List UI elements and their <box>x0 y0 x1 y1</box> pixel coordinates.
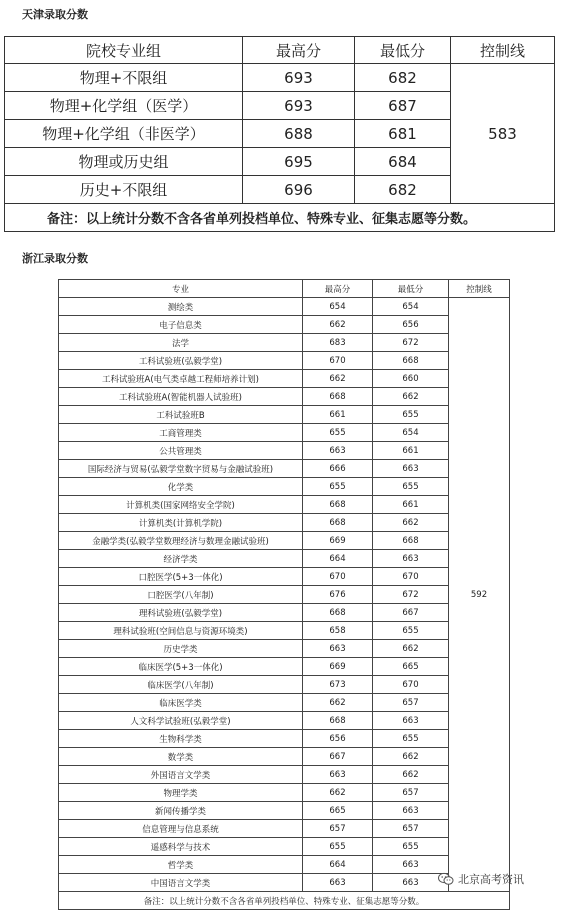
group-cell: 生物科学类 <box>59 730 303 748</box>
min-score-cell: 663 <box>373 874 449 892</box>
min-score-cell: 662 <box>373 640 449 658</box>
group-cell: 电子信息类 <box>59 316 303 334</box>
table-row <box>59 640 510 658</box>
min-score-cell: 657 <box>373 820 449 838</box>
min-score-cell: 655 <box>373 478 449 496</box>
min-score-cell: 657 <box>373 784 449 802</box>
group-cell: 工科试验班A(电气类卓越工程师培养计划) <box>59 370 303 388</box>
header-min: 最低分 <box>355 37 451 64</box>
table-row <box>59 694 510 712</box>
group-cell: 遥感科学与技术 <box>59 838 303 856</box>
min-score-cell: 655 <box>373 406 449 424</box>
table-row <box>59 766 510 784</box>
max-score-cell: 667 <box>303 748 373 766</box>
min-score-cell: 661 <box>373 442 449 460</box>
min-score-cell: 662 <box>373 748 449 766</box>
group-cell: 中国语言文学类 <box>59 874 303 892</box>
max-score-cell: 666 <box>303 460 373 478</box>
min-score-cell: 687 <box>355 92 451 120</box>
max-score-cell: 668 <box>303 388 373 406</box>
group-cell: 理科试验班(空间信息与资源环境类) <box>59 622 303 640</box>
table-row <box>59 424 510 442</box>
zhejiang-header-row <box>59 280 510 298</box>
table-row <box>59 478 510 496</box>
max-score-cell: 663 <box>303 442 373 460</box>
wechat-icon <box>438 872 454 886</box>
min-score-cell: 672 <box>373 586 449 604</box>
header-control: 控制线 <box>451 37 555 64</box>
zhejiang-table-body <box>59 298 510 910</box>
watermark-text: 北京高考资讯 <box>458 873 524 886</box>
table-row <box>59 604 510 622</box>
group-cell: 法学 <box>59 334 303 352</box>
group-cell: 哲学类 <box>59 856 303 874</box>
group-cell: 经济学类 <box>59 550 303 568</box>
group-cell: 理科试验班(弘毅学堂) <box>59 604 303 622</box>
group-cell: 物理+化学组（非医学） <box>5 120 243 148</box>
max-score-cell: 662 <box>303 316 373 334</box>
max-score-cell: 662 <box>303 784 373 802</box>
table-row <box>59 316 510 334</box>
max-score-cell: 668 <box>303 712 373 730</box>
table-row <box>59 442 510 460</box>
max-score-cell: 664 <box>303 550 373 568</box>
max-score-cell: 683 <box>303 334 373 352</box>
min-score-cell: 662 <box>373 514 449 532</box>
group-cell: 物理或历史组 <box>5 148 243 176</box>
header-control: 控制线 <box>449 280 510 298</box>
max-score-cell: 670 <box>303 352 373 370</box>
group-cell: 历史+不限组 <box>5 176 243 204</box>
table-row <box>59 802 510 820</box>
max-score-cell: 696 <box>243 176 355 204</box>
min-score-cell: 655 <box>373 622 449 640</box>
min-score-cell: 670 <box>373 676 449 694</box>
group-cell: 物理学类 <box>59 784 303 802</box>
table-row <box>59 784 510 802</box>
max-score-cell: 655 <box>303 838 373 856</box>
tianjin-score-table <box>4 36 555 232</box>
min-score-cell: 668 <box>373 532 449 550</box>
max-score-cell: 664 <box>303 856 373 874</box>
note-text: 备注：以上统计分数不含各省单列投档单位、特殊专业、征集志愿等分数。 <box>59 892 510 910</box>
max-score-cell: 669 <box>303 532 373 550</box>
table-row <box>59 298 510 316</box>
control-line-cell: 592 <box>449 298 510 892</box>
max-score-cell: 654 <box>303 298 373 316</box>
max-score-cell: 656 <box>303 730 373 748</box>
max-score-cell: 695 <box>243 148 355 176</box>
max-score-cell: 676 <box>303 586 373 604</box>
group-cell: 新闻传播学类 <box>59 802 303 820</box>
group-cell: 外国语言文学类 <box>59 766 303 784</box>
header-max: 最高分 <box>303 280 373 298</box>
zhejiang-section-title: 浙江录取分数 <box>22 252 88 265</box>
group-cell: 临床医学(5+3一体化) <box>59 658 303 676</box>
min-score-cell: 654 <box>373 424 449 442</box>
max-score-cell: 668 <box>303 514 373 532</box>
min-score-cell: 672 <box>373 334 449 352</box>
table-row <box>59 514 510 532</box>
group-cell: 计算机类(国家网络安全学院) <box>59 496 303 514</box>
group-cell: 工商管理类 <box>59 424 303 442</box>
table-row <box>59 838 510 856</box>
group-cell: 化学类 <box>59 478 303 496</box>
min-score-cell: 663 <box>373 712 449 730</box>
min-score-cell: 665 <box>373 658 449 676</box>
max-score-cell: 661 <box>303 406 373 424</box>
group-cell: 国际经济与贸易(弘毅学堂数字贸易与金融试验班) <box>59 460 303 478</box>
min-score-cell: 668 <box>373 352 449 370</box>
min-score-cell: 662 <box>373 766 449 784</box>
max-score-cell: 663 <box>303 766 373 784</box>
group-cell: 物理+化学组（医学） <box>5 92 243 120</box>
header-max: 最高分 <box>243 37 355 64</box>
max-score-cell: 663 <box>303 874 373 892</box>
table-row <box>59 568 510 586</box>
tianjin-section-title: 天津录取分数 <box>22 8 88 21</box>
note-text: 备注：以上统计分数不含各省单列投档单位、特殊专业、征集志愿等分数。 <box>5 204 555 232</box>
max-score-cell: 693 <box>243 92 355 120</box>
zhejiang-score-table <box>58 279 510 910</box>
tianjin-header-row <box>5 37 555 64</box>
group-cell: 临床医学(八年制) <box>59 676 303 694</box>
min-score-cell: 660 <box>373 370 449 388</box>
group-cell: 物理+不限组 <box>5 64 243 92</box>
max-score-cell: 669 <box>303 658 373 676</box>
table-row <box>59 532 510 550</box>
max-score-cell: 655 <box>303 478 373 496</box>
table-row <box>59 676 510 694</box>
min-score-cell: 655 <box>373 838 449 856</box>
watermark <box>438 871 524 887</box>
max-score-cell: 693 <box>243 64 355 92</box>
table-row <box>59 334 510 352</box>
min-score-cell: 682 <box>355 64 451 92</box>
min-score-cell: 656 <box>373 316 449 334</box>
group-cell: 历史学类 <box>59 640 303 658</box>
min-score-cell: 670 <box>373 568 449 586</box>
min-score-cell: 662 <box>373 388 449 406</box>
max-score-cell: 665 <box>303 802 373 820</box>
note-row <box>5 204 555 232</box>
group-cell: 人文科学试验班(弘毅学堂) <box>59 712 303 730</box>
group-cell: 工科试验班(弘毅学堂) <box>59 352 303 370</box>
min-score-cell: 654 <box>373 298 449 316</box>
table-row <box>59 622 510 640</box>
control-line-cell: 583 <box>451 64 555 204</box>
group-cell: 信息管理与信息系统 <box>59 820 303 838</box>
table-row <box>59 370 510 388</box>
min-score-cell: 684 <box>355 148 451 176</box>
table-row <box>59 730 510 748</box>
min-score-cell: 663 <box>373 550 449 568</box>
max-score-cell: 658 <box>303 622 373 640</box>
min-score-cell: 661 <box>373 496 449 514</box>
table-row <box>59 352 510 370</box>
max-score-cell: 657 <box>303 820 373 838</box>
group-cell: 计算机类(计算机学院) <box>59 514 303 532</box>
group-cell: 口腔医学(八年制) <box>59 586 303 604</box>
header-min: 最低分 <box>373 280 449 298</box>
min-score-cell: 657 <box>373 694 449 712</box>
table-row <box>59 748 510 766</box>
max-score-cell: 662 <box>303 370 373 388</box>
table-row <box>59 658 510 676</box>
group-cell: 公共管理类 <box>59 442 303 460</box>
table-row <box>59 460 510 478</box>
max-score-cell: 668 <box>303 604 373 622</box>
table-row <box>59 820 510 838</box>
note-row <box>59 892 510 910</box>
min-score-cell: 667 <box>373 604 449 622</box>
table-row <box>59 406 510 424</box>
table-row <box>59 496 510 514</box>
tianjin-table-body <box>5 64 555 232</box>
table-row <box>59 388 510 406</box>
max-score-cell: 670 <box>303 568 373 586</box>
group-cell: 工科试验班A(智能机器人试验班) <box>59 388 303 406</box>
group-cell: 数学类 <box>59 748 303 766</box>
min-score-cell: 682 <box>355 176 451 204</box>
header-major: 专业 <box>59 280 303 298</box>
table-row <box>59 586 510 604</box>
max-score-cell: 688 <box>243 120 355 148</box>
min-score-cell: 663 <box>373 856 449 874</box>
group-cell: 工科试验班B <box>59 406 303 424</box>
max-score-cell: 663 <box>303 640 373 658</box>
group-cell: 口腔医学(5+3一体化) <box>59 568 303 586</box>
table-row <box>5 64 555 92</box>
max-score-cell: 655 <box>303 424 373 442</box>
min-score-cell: 663 <box>373 802 449 820</box>
max-score-cell: 662 <box>303 694 373 712</box>
min-score-cell: 663 <box>373 460 449 478</box>
group-cell: 测绘类 <box>59 298 303 316</box>
group-cell: 金融学类(弘毅学堂数理经济与数理金融试验班) <box>59 532 303 550</box>
group-cell: 临床医学类 <box>59 694 303 712</box>
header-group: 院校专业组 <box>5 37 243 64</box>
max-score-cell: 668 <box>303 496 373 514</box>
min-score-cell: 655 <box>373 730 449 748</box>
min-score-cell: 681 <box>355 120 451 148</box>
table-row <box>59 712 510 730</box>
max-score-cell: 673 <box>303 676 373 694</box>
table-row <box>59 550 510 568</box>
